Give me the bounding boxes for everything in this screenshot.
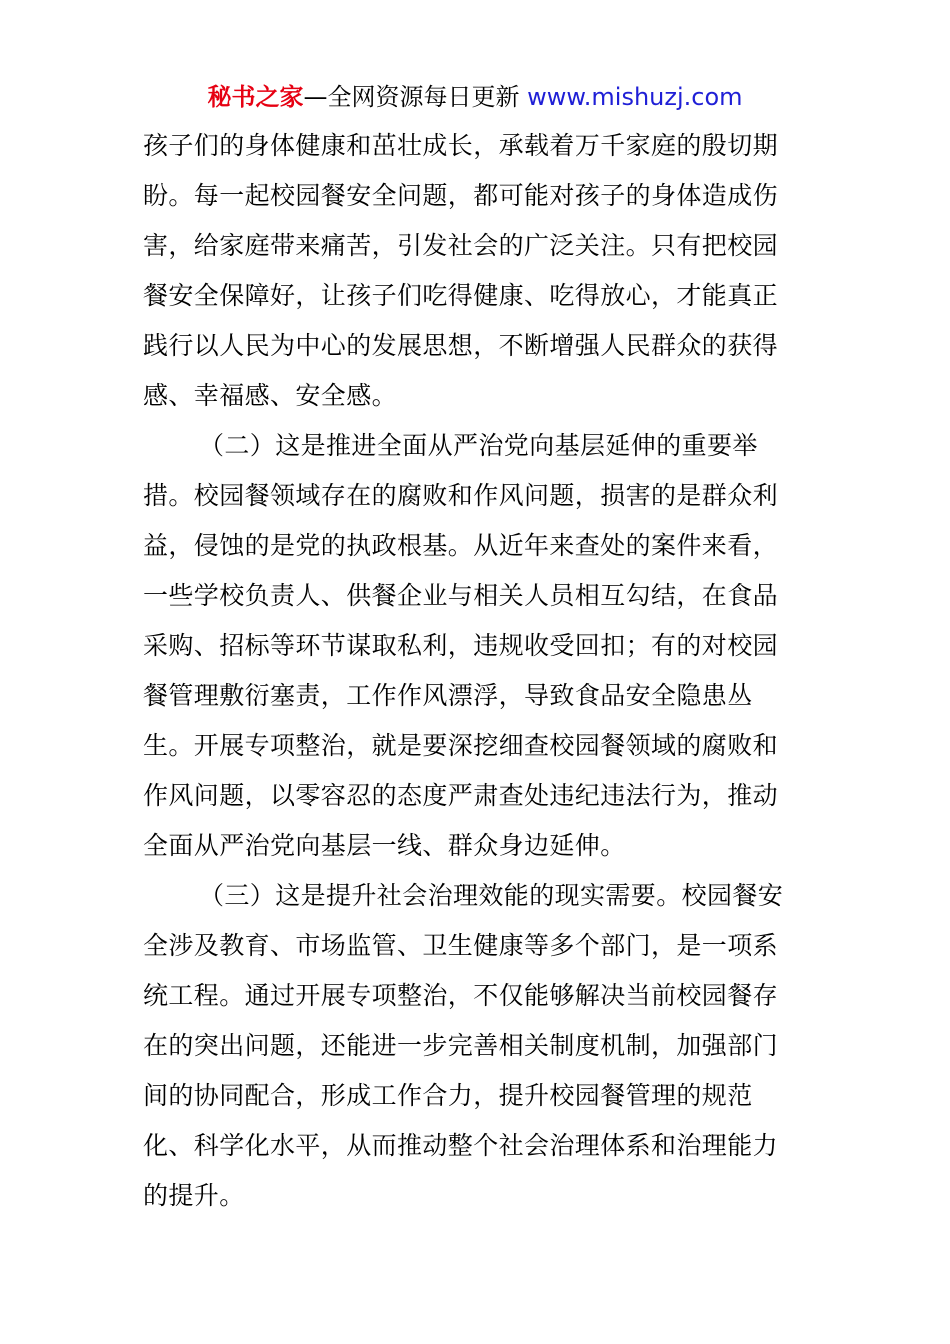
paragraph-start-line: （三）这是提升社会治理效能的现实需要。校园餐安 — [199, 881, 784, 910]
text-line: 一些学校负责人、供餐企业与相关人员相互勾结，在食品 — [143, 581, 779, 610]
text-line: 间的协同配合，形成工作合力，提升校园餐管理的规范 — [143, 1081, 753, 1110]
header-brand: 秘书之家 — [207, 83, 304, 111]
text-line: 统工程。通过开展专项整治，不仅能够解决当前校园餐存 — [143, 981, 779, 1010]
text-line: 餐管理敷衍塞责，工作作风漂浮，导致食品安全隐患丛 — [143, 681, 753, 710]
text-line: 孩子们的身体健康和茁壮成长，承载着万千家庭的殷切期 — [143, 131, 779, 160]
text-line: 采购、招标等环节谋取私利，违规收受回扣；有的对校园 — [143, 631, 779, 660]
page-header — [0, 80, 950, 114]
text-line: 在的突出问题，还能进一步完善相关制度机制，加强部门 — [143, 1031, 779, 1060]
text-line: 盼。每一起校园餐安全问题，都可能对孩子的身体造成伤 — [143, 181, 779, 210]
header-slogan: —全网资源每日更新 — [303, 83, 528, 111]
text-line: 益，侵蚀的是党的执政根基。从近年来查处的案件来看， — [143, 531, 779, 560]
text-line: 餐安全保障好，让孩子们吃得健康、吃得放心，才能真正 — [143, 281, 779, 310]
header-url-link[interactable]: www.mishuzj.com — [527, 83, 743, 111]
text-line: 的提升。 — [143, 1181, 245, 1210]
text-line: 践行以人民为中心的发展思想，不断增强人民群众的获得 — [143, 331, 779, 360]
text-line: 害，给家庭带来痛苦，引发社会的广泛关注。只有把校园 — [143, 231, 779, 260]
text-line: 化、科学化水平，从而推动整个社会治理体系和治理能力 — [143, 1131, 779, 1160]
text-line: 措。校园餐领域存在的腐败和作风问题，损害的是群众利 — [143, 481, 779, 510]
text-line: 作风问题，以零容忍的态度严肃查处违纪违法行为，推动 — [143, 781, 779, 810]
text-line: 感、幸福感、安全感。 — [143, 381, 398, 410]
paragraph-start-line: （二）这是推进全面从严治党向基层延伸的重要举 — [199, 431, 758, 460]
text-line: 全涉及教育、市场监管、卫生健康等多个部门，是一项系 — [143, 931, 779, 960]
text-line: 生。开展专项整治，就是要深挖细查校园餐领域的腐败和 — [143, 731, 779, 760]
document-body — [143, 121, 808, 1221]
text-line: 全面从严治党向基层一线、群众身边延伸。 — [143, 831, 626, 860]
